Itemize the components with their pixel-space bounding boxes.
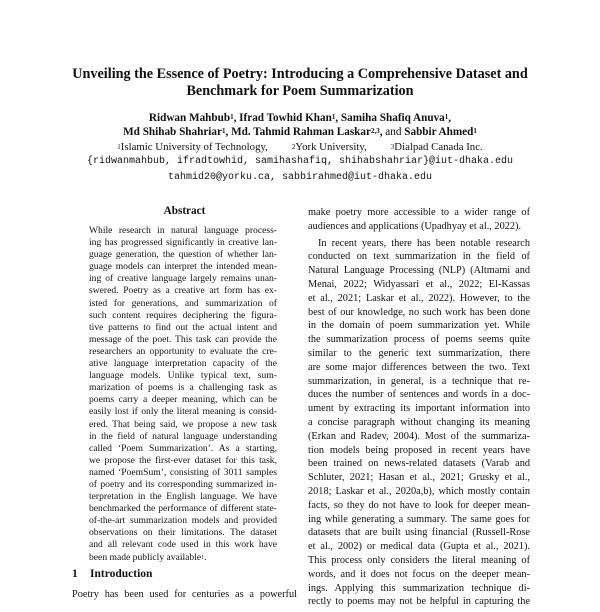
author-affiliation-mark: 2,3 bbox=[370, 126, 380, 135]
abstract-line-text: ing has progressed significantly in creative lan- bbox=[89, 237, 277, 249]
abstract-line-text: of poetry and its corresponding summarized in- bbox=[89, 478, 277, 490]
body-line: et al., 2002) or medical data (Gupta et al., 2021). bbox=[308, 541, 530, 553]
body-line: conducted on text summarization in the field of bbox=[308, 251, 530, 263]
affiliation-number: 2 bbox=[291, 143, 296, 151]
abstract-line-text: named ‘PoemSum’, consisting of 3011 samples bbox=[89, 466, 277, 478]
abstract-line bbox=[89, 515, 277, 527]
abstract-line-text: we propose the first-ever dataset for this task, bbox=[89, 454, 277, 466]
author-line: Ridwan Mahbub$^1$, Ifrad Towhid Khan$^1$, Samiha Shafiq Anuva$^1$, bbox=[148, 112, 452, 124]
abstract-line bbox=[89, 455, 277, 467]
body-line: Schluter, 2021; Hasan et al., 2021; Grusky et al., bbox=[308, 472, 530, 484]
abstract-line bbox=[89, 237, 277, 249]
abstract-line-text: swered. Poetry as a creative art form has ex- bbox=[89, 285, 277, 297]
author-name: Md. Tahmid Rahman Laskar bbox=[231, 125, 371, 138]
abstract-line bbox=[89, 443, 277, 455]
abstract-line-text: in the field of natural language understanding bbox=[89, 430, 277, 442]
author bbox=[341, 112, 448, 124]
abstract-line-text: ered. That being said, we propose a new task bbox=[89, 418, 277, 430]
abstract-line bbox=[89, 225, 277, 237]
abstract-line bbox=[89, 334, 277, 346]
abstract-line-text: such content requires deciphering the figura- bbox=[89, 309, 277, 321]
body-line: In recent years, there has been notable research bbox=[318, 237, 530, 249]
right-column-body bbox=[308, 206, 530, 612]
body-line: ings. Applying this summarization technique di- bbox=[308, 582, 530, 594]
body-line: are some major differences between the two. Text bbox=[308, 361, 530, 373]
abstract-line-text: guage models can interpret the intended mean- bbox=[89, 261, 277, 273]
abstract-heading: Abstract bbox=[163, 205, 206, 217]
abstract-line-text: ing of creative language largely remains unan- bbox=[89, 273, 277, 285]
author-name: Md Shihab Shahriar bbox=[123, 125, 222, 138]
abstract-line-text: language models. Unlike typical text, sum- bbox=[89, 370, 277, 382]
author-affiliation-mark: 1 bbox=[221, 126, 226, 135]
author-affiliation-mark: 1 bbox=[473, 126, 477, 135]
affiliation-name: Dialpad Canada Inc. bbox=[394, 141, 483, 153]
abstract-line bbox=[89, 491, 277, 503]
author-name: Sabbir Ahmed bbox=[404, 125, 474, 138]
abstract-line bbox=[89, 431, 277, 443]
abstract-line-text: been made publicly available bbox=[89, 551, 202, 563]
author-line: Md Shihab Shahriar$^1$, Md. Tahmid Rahman Laskar$^{2,3}$, and Sabbir Ahmed$^1$ bbox=[123, 125, 477, 138]
email-line: tahmid20@yorku.ca, sabbirahmed@iut-dhaka.edu bbox=[167, 171, 433, 183]
body-line: Natural Language Processing (NLP) (Altmami and bbox=[308, 265, 530, 277]
paper-title bbox=[60, 66, 540, 100]
body-line: been trained on news-related datasets (Varab and bbox=[308, 458, 530, 470]
abstract-line bbox=[89, 382, 277, 394]
abstract-line bbox=[89, 261, 277, 273]
title-line: Benchmark for Poem Summarization bbox=[186, 83, 414, 99]
body-line: summarization, in general, is a technique that re- bbox=[308, 375, 530, 387]
body-line: Poetry has been used for centuries as a powerful bbox=[72, 589, 297, 600]
abstract-line bbox=[89, 346, 277, 358]
abstract-line bbox=[89, 394, 277, 406]
abstract-line-text: marization of poems is a challenging task as bbox=[89, 382, 277, 394]
body-line: make poetry more accessible to a wider range of bbox=[308, 207, 530, 218]
title-line: Unveiling the Essence of Poetry: Introducing a Comprehensive Dataset and bbox=[72, 66, 528, 82]
affiliation-number: 3 bbox=[390, 143, 395, 151]
author bbox=[231, 126, 380, 138]
body-line: words, and it does not focus on the deeper mean- bbox=[308, 568, 530, 580]
affiliation-name: Islamic University of Technology, bbox=[120, 141, 268, 153]
author bbox=[149, 112, 234, 124]
abstract-line bbox=[89, 467, 277, 479]
paragraph bbox=[308, 237, 530, 610]
author-name: Ridwan Mahbub bbox=[148, 112, 231, 124]
affiliation-number: 1 bbox=[117, 143, 121, 151]
author-affiliation-mark: 1 bbox=[444, 113, 449, 121]
abstract-line bbox=[89, 285, 277, 297]
body-line: ing while generating a summary. The same goes for bbox=[308, 513, 530, 525]
section-number: 1 bbox=[72, 568, 78, 580]
paragraph bbox=[308, 206, 530, 234]
body-line: (Erkan and Radev, 2004). Most of the summariza- bbox=[308, 430, 530, 442]
author-affiliation-mark: 1 bbox=[230, 113, 234, 121]
abstract-line bbox=[89, 419, 277, 431]
abstract-line bbox=[89, 298, 277, 310]
abstract-line-text: terpretation in the English language. We have bbox=[89, 491, 277, 503]
abstract-line bbox=[89, 406, 277, 418]
abstract-line-text: called ‘Poem Summarization’. As a starting, bbox=[89, 442, 277, 454]
body-line: datasets that are built using financial (Russell-Rose bbox=[308, 527, 530, 539]
abstract-line-text: researchers an opportunity to evaluate the cre- bbox=[89, 345, 277, 357]
abstract-line: been made publicly available$^1$. bbox=[89, 551, 207, 563]
abstract-line-text: of-the-art summarization models and provided bbox=[89, 515, 277, 527]
affiliations bbox=[60, 141, 540, 154]
abstract-line-text: benchmarked the performance of different state- bbox=[89, 503, 277, 515]
body-line: a concise paragraph without changing its meaning bbox=[308, 416, 530, 428]
body-line: best of our knowledge, no such work has been done bbox=[308, 306, 530, 318]
abstract-line bbox=[89, 539, 277, 551]
email-line: {ridwanmahbub, ifradtowhid, samihashafiq, shihabshahriar}@iut-dhaka.edu bbox=[86, 156, 514, 167]
affiliation-name: York University, bbox=[295, 141, 367, 153]
author-list bbox=[60, 112, 540, 139]
author bbox=[123, 126, 225, 138]
body-line: et al., 2021; Laskar et al., 2022). However, to the bbox=[308, 292, 530, 304]
abstract-line-text: guage generation, the question of whether lan- bbox=[89, 249, 277, 261]
body-line: audiences and applications (Upadhyay et al., 2022). bbox=[308, 220, 522, 232]
section-heading-introduction bbox=[72, 568, 152, 580]
abstract-line-text: ative language interpretation capacity of the bbox=[89, 358, 277, 370]
body-line: ument by extracting its important information into bbox=[308, 403, 530, 415]
author-emails bbox=[40, 154, 560, 185]
body-line: facts, so they do not have to look for deeper mean- bbox=[308, 499, 530, 511]
footnote-mark: 1 bbox=[201, 554, 205, 561]
abstract-line bbox=[89, 273, 277, 285]
author-name: Ifrad Towhid Khan bbox=[239, 112, 332, 124]
abstract-line bbox=[89, 358, 277, 370]
body-line: in the domain of poem summarization yet. While bbox=[308, 320, 530, 332]
abstract-line bbox=[89, 503, 277, 515]
abstract-line-text: easily lost if only the literal meaning is consid- bbox=[89, 406, 277, 418]
author bbox=[404, 126, 477, 138]
abstract-line bbox=[89, 370, 277, 382]
body-line: similar to the generic text summarization, there bbox=[308, 347, 530, 359]
and-word: and bbox=[385, 125, 402, 138]
abstract-line bbox=[89, 527, 277, 539]
author-name: Samiha Shafiq Anuva bbox=[340, 112, 445, 124]
abstract-line bbox=[89, 310, 277, 322]
author bbox=[239, 112, 335, 124]
abstract-line-text: observations on their limitations. The dataset bbox=[89, 527, 277, 539]
body-line: duces the number of sentences and words in a doc- bbox=[308, 389, 530, 401]
body-line: 2018; Laskar et al., 2020a,b), which mostly contain bbox=[308, 485, 530, 497]
abstract-body bbox=[89, 225, 277, 564]
body-line: Menai, 2022; Widyassari et al., 2022; El-Kassas bbox=[308, 278, 530, 290]
author-affiliation-mark: 1 bbox=[331, 113, 336, 121]
body-line: rectly to poems may not be helpful in capturing the bbox=[308, 596, 530, 608]
abstract-line-text: message of the poet. This task can provide the bbox=[89, 333, 277, 345]
abstract-line bbox=[89, 479, 277, 491]
section-title: Introduction bbox=[90, 568, 153, 580]
abstract-line-text: tive patterns to find out the actual intent and bbox=[89, 321, 277, 333]
body-line: tion models being proposed in recent years have bbox=[308, 444, 530, 456]
body-line: the summarization process of poems seems quite bbox=[308, 334, 530, 346]
abstract-line-text: and all relevant code used in this work have bbox=[89, 539, 277, 551]
abstract-line bbox=[89, 249, 277, 261]
abstract-line-text: poems carry a deeper meaning, which can be bbox=[89, 394, 277, 406]
abstract-line bbox=[89, 322, 277, 334]
body-line: This process only considers the literal meaning of bbox=[308, 554, 530, 566]
abstract-line-text: isted for generations, and summarization of bbox=[89, 297, 277, 309]
abstract-line-text: While research in natural language process- bbox=[89, 225, 277, 236]
